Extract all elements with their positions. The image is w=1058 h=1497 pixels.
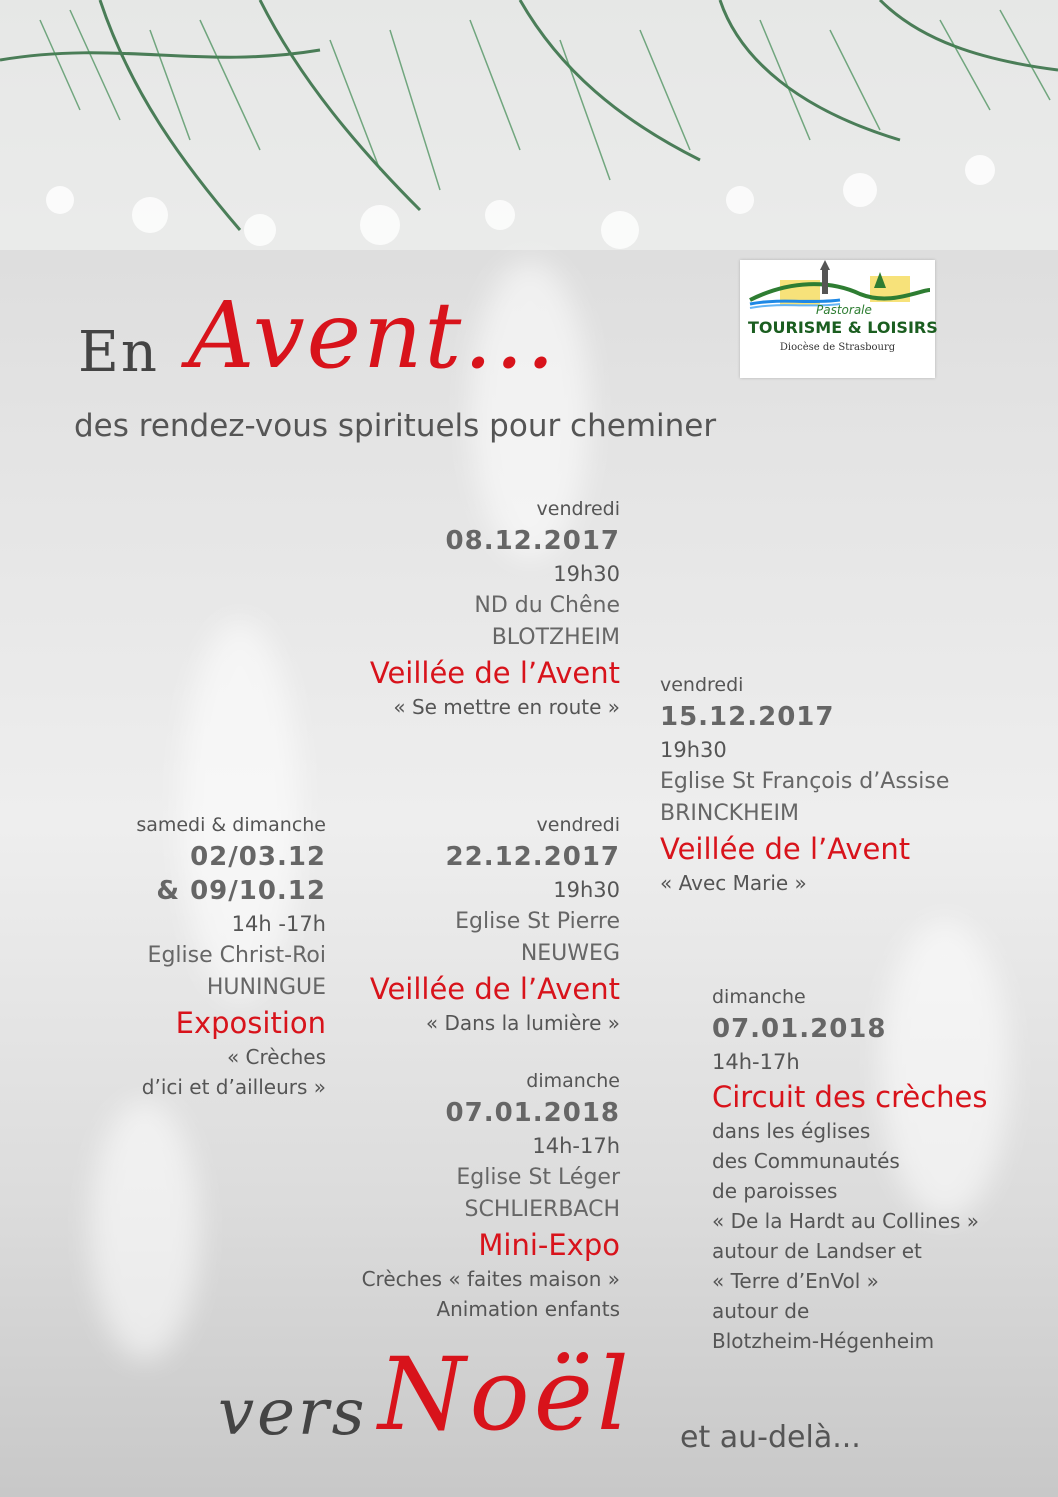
event-day: samedi & dimanche xyxy=(136,814,326,836)
event-date: 22.12.2017 xyxy=(445,842,620,872)
event-huningue xyxy=(136,810,326,1102)
candle-glow xyxy=(90,1100,200,1360)
event-time: 19h30 xyxy=(660,738,727,762)
event-desc-line: autour de Landser et xyxy=(712,1239,922,1263)
event-desc-line: de paroisses xyxy=(712,1179,838,1203)
event-desc-line: Blotzheim-Hégenheim xyxy=(712,1329,935,1353)
event-town: NEUWEG xyxy=(520,941,620,966)
event-title: Veillée de l’Avent xyxy=(369,972,620,1006)
footer-prefix: vers xyxy=(218,1376,368,1450)
event-time: 14h -17h xyxy=(231,912,326,936)
event-date-2: & 09/10.12 xyxy=(156,876,326,906)
event-town: HUNINGUE xyxy=(206,975,326,1000)
event-day: vendredi xyxy=(536,814,620,836)
event-date: 02/03.12 xyxy=(190,842,326,872)
event-desc-line: dans les églises xyxy=(712,1119,871,1143)
event-day: vendredi xyxy=(660,674,744,696)
event-desc-line: autour de xyxy=(712,1299,810,1323)
event-town: BRINCKHEIM xyxy=(660,801,800,826)
event-desc: « Se mettre en route » xyxy=(393,695,620,719)
logo-diocese: Diocèse de Strasbourg xyxy=(779,342,896,353)
tourism-logo xyxy=(740,260,938,378)
event-time: 14h-17h xyxy=(712,1050,800,1074)
pine-branches-decoration xyxy=(0,0,1058,250)
event-desc-2: Animation enfants xyxy=(436,1297,620,1321)
event-desc-line: des Communautés xyxy=(712,1149,900,1173)
event-blotzheim xyxy=(370,494,620,722)
title-prefix: En xyxy=(78,320,159,385)
event-desc: « Avec Marie » xyxy=(660,871,807,895)
event-day: vendredi xyxy=(536,498,620,520)
event-title: Exposition xyxy=(175,1006,326,1040)
event-title: Circuit des crèches xyxy=(712,1080,988,1114)
footer-suffix: et au-delà... xyxy=(680,1420,861,1455)
event-time: 19h30 xyxy=(553,878,620,902)
event-day: dimanche xyxy=(526,1070,620,1092)
event-title: Veillée de l’Avent xyxy=(660,832,911,866)
event-desc-line: « Terre d’EnVol » xyxy=(712,1269,879,1293)
page-subtitle: des rendez-vous spirituels pour cheminer xyxy=(74,408,717,444)
event-place: Eglise St Pierre xyxy=(455,909,620,934)
event-schlierbach xyxy=(362,1066,620,1324)
event-date: 08.12.2017 xyxy=(445,526,620,556)
event-title: Mini-Expo xyxy=(478,1228,620,1262)
event-place: Eglise Christ-Roi xyxy=(147,943,326,968)
logo-name: TOURISME & LOISIRS xyxy=(748,318,938,337)
logo-pastorale: Pastorale xyxy=(816,303,872,317)
page-title: Avent... xyxy=(188,282,558,389)
event-neuweg xyxy=(370,810,620,1038)
event-place: Eglise St Léger xyxy=(456,1165,620,1190)
event-brinckheim xyxy=(660,670,949,898)
event-date: 07.01.2018 xyxy=(712,1014,887,1044)
event-desc: « Dans la lumière » xyxy=(425,1011,620,1035)
event-desc: « Crèches xyxy=(226,1045,326,1069)
footer-title: Noël xyxy=(378,1336,633,1453)
event-title: Veillée de l’Avent xyxy=(369,656,620,690)
event-date: 07.01.2018 xyxy=(445,1098,620,1128)
event-time: 19h30 xyxy=(553,562,620,586)
event-place: Eglise St François d’Assise xyxy=(660,769,950,794)
event-town: BLOTZHEIM xyxy=(491,625,620,650)
event-time: 14h-17h xyxy=(532,1134,620,1158)
event-place: ND du Chêne xyxy=(474,593,620,618)
event-town: SCHLIERBACH xyxy=(464,1197,620,1222)
event-desc-2: d’ici et d’ailleurs » xyxy=(141,1075,326,1099)
event-day: dimanche xyxy=(712,986,806,1008)
event-desc-line: « De la Hardt au Collines » xyxy=(712,1209,980,1233)
event-desc: Crèches « faites maison » xyxy=(361,1267,620,1291)
event-date: 15.12.2017 xyxy=(660,702,835,732)
event-circuit xyxy=(712,982,988,1356)
